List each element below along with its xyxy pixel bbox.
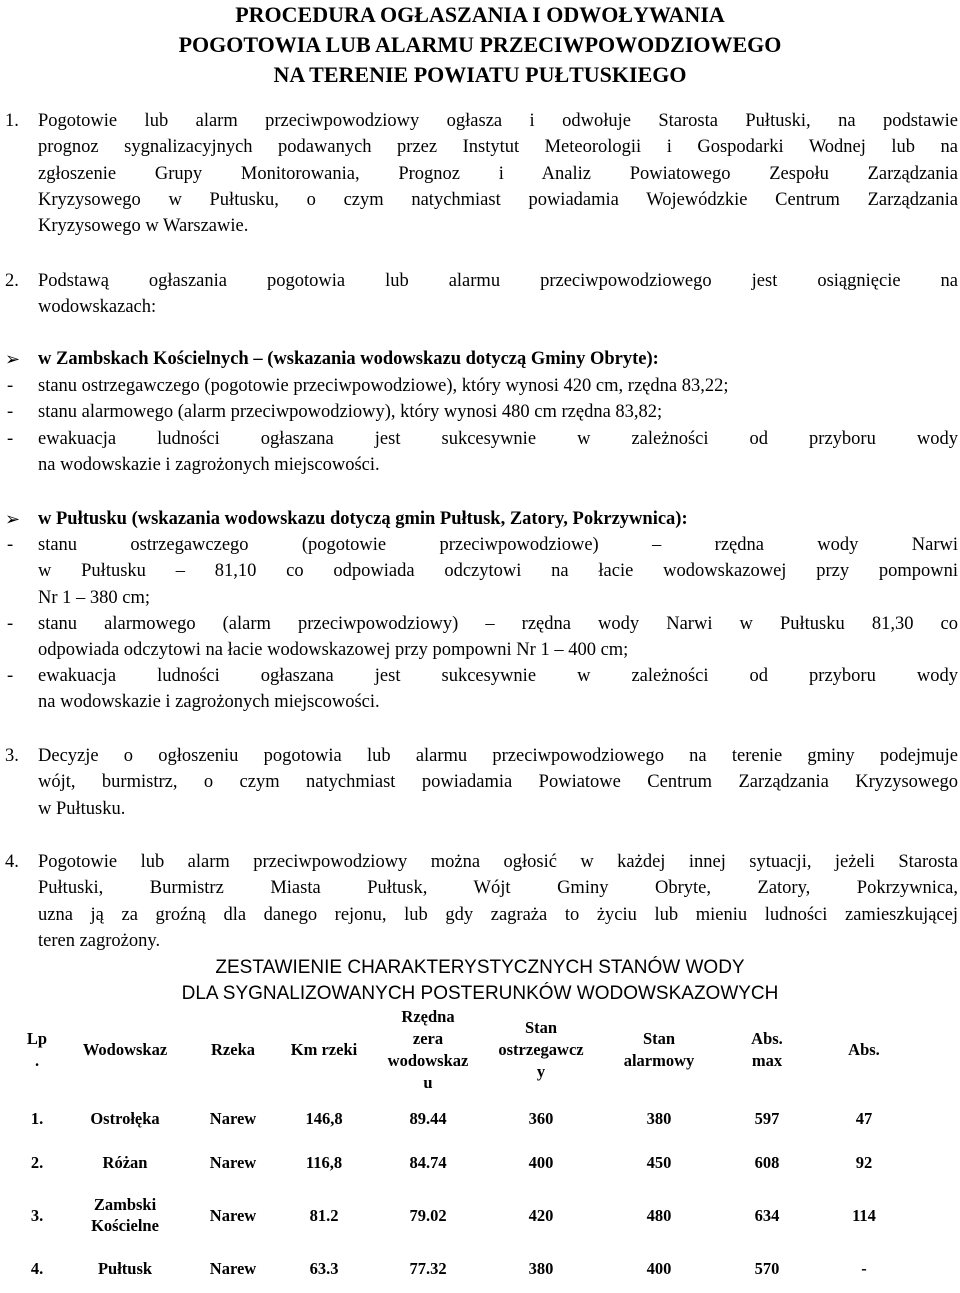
paragraph-3-line: w Pułtusku. bbox=[38, 798, 126, 819]
table-header-row bbox=[14, 1004, 914, 1096]
list-item: ewakuacja ludności ogłaszana jest sukcesywnie w zależności od przyboru wody na wodowskazie i zagrożonych miejscowości. bbox=[38, 429, 958, 476]
table-cell: 597 bbox=[754, 1108, 780, 1128]
table-cell: 380 bbox=[528, 1258, 554, 1278]
paragraph-3-number: 3. bbox=[5, 746, 19, 766]
list-item: stanu alarmowego (alarm przeciwpowodziowy), który wynosi 480 cm rzędna 83,82; bbox=[38, 402, 663, 422]
header-stan-ostrzegawczy: Stan ostrzegawcz y bbox=[498, 1018, 584, 1081]
table-cell: 116,8 bbox=[305, 1152, 343, 1172]
doc-title-line-2: POGOTOWIA LUB ALARMU PRZECIWPOWODZIOWEGO bbox=[178, 32, 782, 57]
list-dash: - bbox=[7, 402, 14, 422]
table-row bbox=[14, 1096, 914, 1140]
header-wodowskaz: Wodowskaz bbox=[82, 1040, 168, 1059]
header-lp: Lp . bbox=[26, 1029, 48, 1070]
table-cell: 480 bbox=[646, 1205, 672, 1225]
table-cell: 146,8 bbox=[305, 1108, 343, 1128]
paragraph-4-line: Pułtuski, Burmistrz Miasta Pułtusk, Wójt Gminy Obryte, Zatory, Pokrzywnica, bbox=[38, 878, 958, 899]
paragraph-4-line: teren zagrożony. bbox=[38, 930, 161, 951]
paragraph-3 bbox=[38, 743, 958, 822]
table-caption-line-1: ZESTAWIENIE CHARAKTERYSTYCZNYCH STANÓW WODY bbox=[215, 957, 745, 978]
header-stan-alarmowy: Stan alarmowy bbox=[623, 1029, 695, 1070]
table-row bbox=[14, 1140, 914, 1184]
table-cell: 114 bbox=[852, 1205, 876, 1225]
table-cell: 608 bbox=[754, 1152, 780, 1172]
paragraph-1-number: 1. bbox=[5, 111, 19, 131]
list-dash: - bbox=[7, 614, 14, 634]
paragraph-1-line: Kryzysowego w Pułtusku, o czym natychmiast powiadamia Wojewódzkie Centrum Zarządzania bbox=[38, 189, 958, 210]
list-dash: - bbox=[7, 535, 14, 555]
table-cell: Narew bbox=[209, 1108, 257, 1128]
bullet-arrow-icon: ➢ bbox=[5, 509, 21, 529]
table-cell: 450 bbox=[646, 1152, 672, 1172]
table-cell: 400 bbox=[528, 1152, 554, 1172]
table-cell: 420 bbox=[528, 1205, 554, 1225]
list-item: stanu alarmowego (alarm przeciwpowodziowy) – rzędna wody Narwi w Pułtusku 81,30 co odpowiada odczytowi na łacie wodowskazowej przy pompowni Nr 1 – 400 cm; bbox=[38, 614, 958, 661]
paragraph-2-number: 2. bbox=[5, 271, 19, 291]
paragraph-4 bbox=[38, 849, 958, 954]
table-cell: Pułtusk bbox=[97, 1258, 153, 1278]
paragraph-2 bbox=[38, 268, 958, 321]
table-cell: 47 bbox=[855, 1108, 873, 1128]
water-levels-table bbox=[14, 1004, 914, 1290]
table-cell: 89.44 bbox=[409, 1108, 447, 1128]
table-cell: 2. bbox=[30, 1152, 44, 1172]
table-cell: Narew bbox=[209, 1152, 257, 1172]
table-row bbox=[14, 1246, 914, 1290]
list-dash: - bbox=[7, 666, 14, 686]
paragraph-2-line: Podstawą ogłaszania pogotowia lub alarmu przeciwpowodziowego jest osiągnięcie na bbox=[38, 271, 958, 291]
table-cell: Narew bbox=[209, 1258, 257, 1278]
paragraph-1-line: zgłoszenie Grupy Monitorowania, Prognoz i Analiz Powiatowego Zespołu Zarządzania bbox=[38, 163, 958, 184]
header-abs-max: Abs. max bbox=[751, 1029, 783, 1070]
table-cell: 77.32 bbox=[409, 1258, 447, 1278]
paragraph-1-line: Pogotowie lub alarm przeciwpowodziowy ogłasza i odwołuje Starosta Pułtuski, na podstawie bbox=[38, 111, 958, 131]
table-caption-line-2: DLA SYGNALIZOWANYCH POSTERUNKÓW WODOWSKAZOWYCH bbox=[181, 983, 779, 1004]
table-cell: 3. bbox=[30, 1205, 44, 1225]
table-cell: Ostrołęka bbox=[90, 1108, 160, 1128]
table-row bbox=[14, 1184, 914, 1246]
header-abs: Abs. bbox=[848, 1040, 880, 1059]
paragraph-1-line: prognoz sygnalizacyjnych podawanych przez Instytut Meteorologii i Gospodarki Wodnej lub na bbox=[38, 137, 958, 158]
table-cell: 63.3 bbox=[309, 1258, 339, 1278]
table-cell: 81.2 bbox=[309, 1205, 339, 1225]
table-cell: 4. bbox=[30, 1258, 44, 1278]
table-cell: Narew bbox=[209, 1205, 257, 1225]
header-km-rzeki: Km rzeki bbox=[290, 1040, 358, 1059]
list-item: ewakuacja ludności ogłaszana jest sukcesywnie w zależności od przyboru wody na wodowskazie i zagrożonych miejscowości. bbox=[38, 666, 958, 713]
paragraph-4-line: uzna ją za groźną dla danego rejonu, lub gdy zagraża to życiu lub mieniu ludności zamieszkującej bbox=[38, 904, 958, 925]
list-item: stanu ostrzegawczego (pogotowie przeciwpowodziowe) – rzędna wody Narwi w Pułtusku – 81,10 co odpowiada odczytowi na łacie wodowskazowej przy pompowni Nr 1 – 380 cm; bbox=[38, 535, 958, 608]
paragraph-3-line: wójt, burmistrz, o czym natychmiast powiadamia Powiatowe Centrum Zarządzania Kryzysowego bbox=[38, 772, 958, 793]
list-item: stanu ostrzegawczego (pogotowie przeciwpowodziowe), który wynosi 420 cm, rzędna 83,22; bbox=[38, 376, 729, 396]
doc-title-line-3: NA TERENIE POWIATU PUŁTUSKIEGO bbox=[273, 62, 687, 87]
table-cell: - bbox=[861, 1258, 867, 1278]
doc-title-line-1: PROCEDURA OGŁASZANIA I ODWOŁYWANIA bbox=[235, 2, 725, 27]
header-rzedna-zera: Rzędna zera wodowskaz u bbox=[387, 1007, 469, 1092]
table-cell: 400 bbox=[646, 1258, 672, 1278]
paragraph-3-line: Decyzje o ogłoszeniu pogotowia lub alarmu przeciwpowodziowego na terenie gminy podejmuje bbox=[38, 746, 958, 766]
paragraph-2-line: wodowskazach: bbox=[38, 297, 157, 318]
header-rzeka: Rzeka bbox=[211, 1040, 255, 1059]
table-cell: 360 bbox=[528, 1108, 554, 1128]
table-cell: Zambski Kościelne bbox=[91, 1195, 159, 1235]
bullet-arrow-icon: ➢ bbox=[5, 349, 21, 369]
table-cell: 380 bbox=[646, 1108, 672, 1128]
section-zambski-heading: w Zambskach Kościelnych – (wskazania wodowskazu dotyczą Gminy Obryte): bbox=[38, 349, 659, 369]
table-cell: 570 bbox=[754, 1258, 780, 1278]
table-cell: 634 bbox=[754, 1205, 780, 1225]
table-cell: 92 bbox=[855, 1152, 873, 1172]
list-dash: - bbox=[7, 376, 14, 396]
paragraph-4-line: Pogotowie lub alarm przeciwpowodziowy można ogłosić w każdej innej sytuacji, jeżeli Starosta bbox=[38, 852, 958, 872]
table-cell: 79.02 bbox=[409, 1205, 447, 1225]
table-cell: Różan bbox=[102, 1152, 148, 1172]
paragraph-4-number: 4. bbox=[5, 852, 19, 872]
table-cell: 1. bbox=[30, 1108, 44, 1128]
paragraph-1 bbox=[38, 108, 958, 239]
section-pultusk-heading: w Pułtusku (wskazania wodowskazu dotyczą gmin Pułtusk, Zatory, Pokrzywnica): bbox=[38, 509, 688, 529]
paragraph-1-line: Kryzysowego w Warszawie. bbox=[38, 216, 249, 237]
list-dash: - bbox=[7, 429, 14, 449]
table-cell: 84.74 bbox=[409, 1152, 447, 1172]
